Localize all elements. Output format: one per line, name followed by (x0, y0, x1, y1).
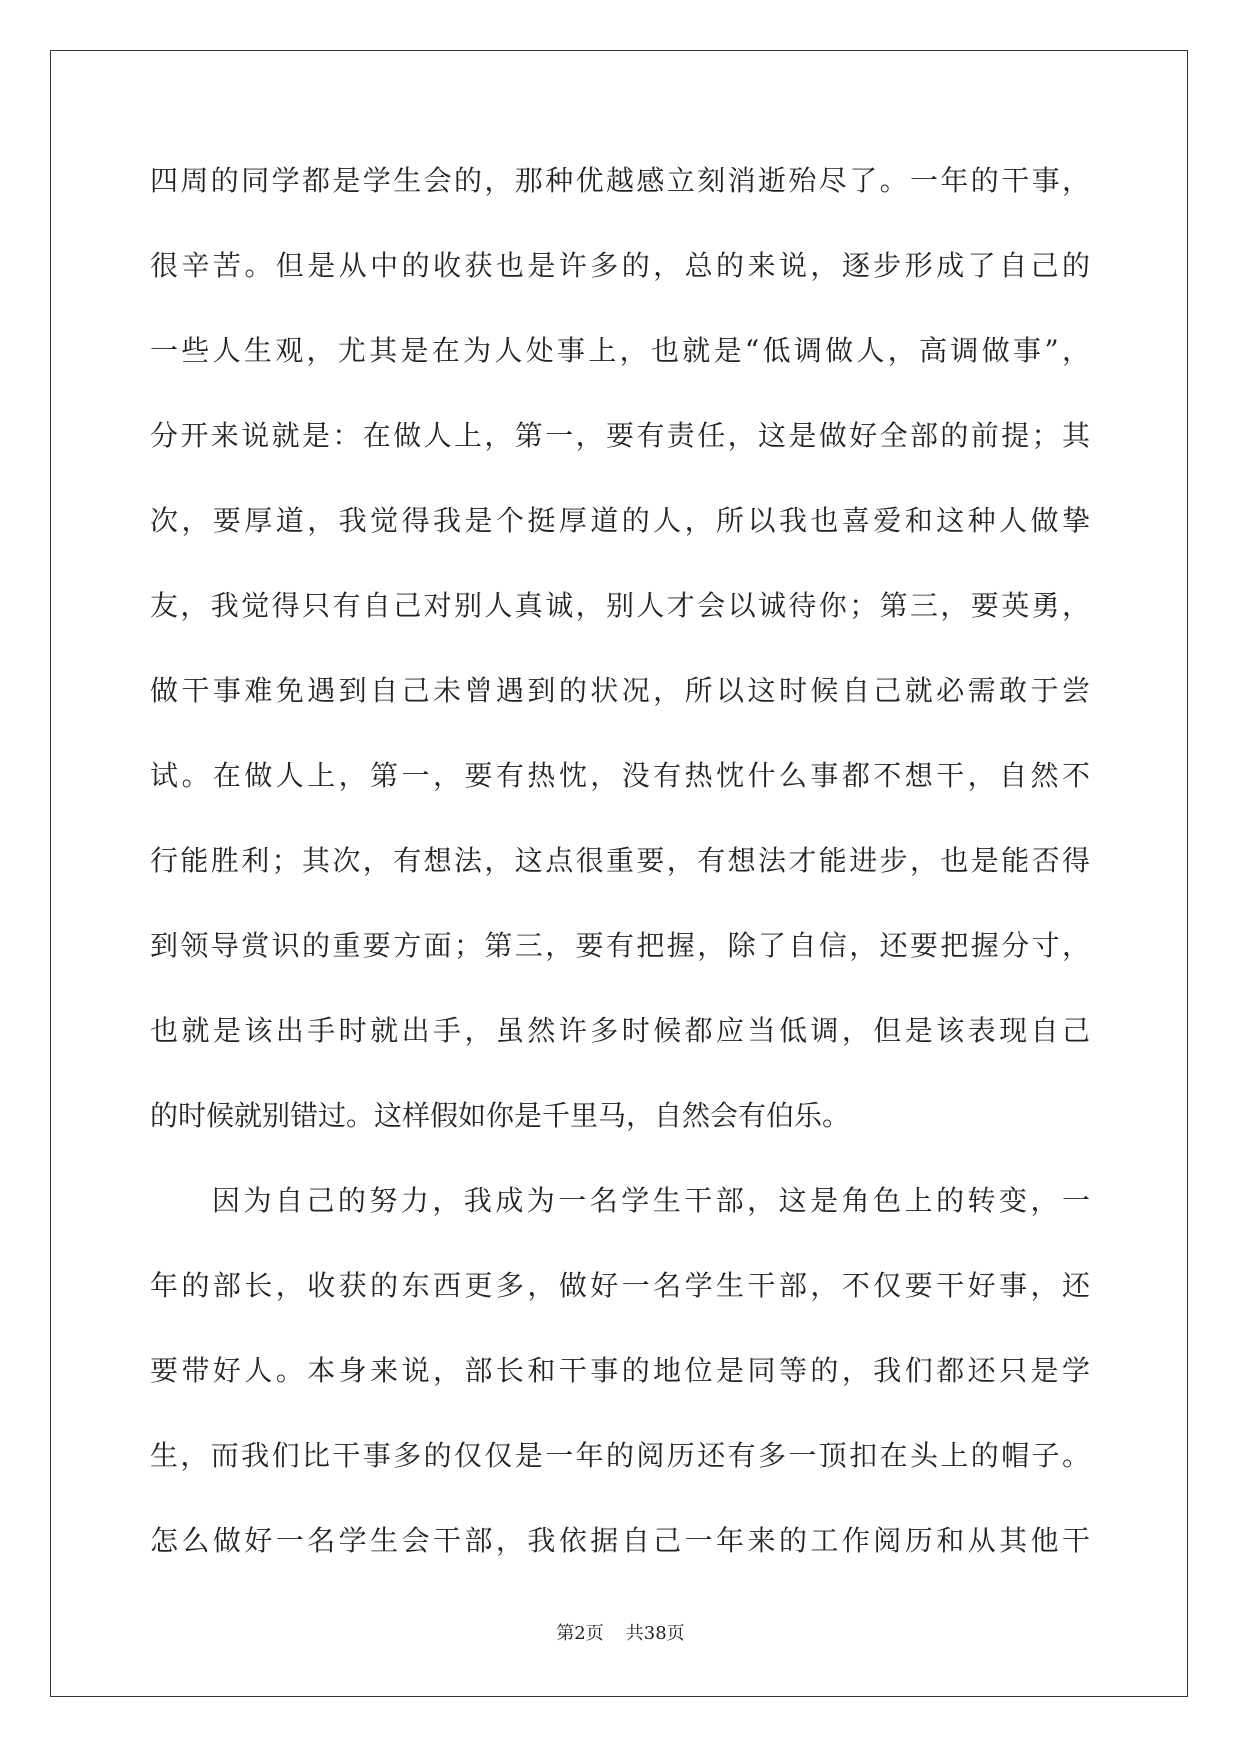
text-line: 试。在做人上，第一，要有热忱，没有热忱什么事都不想干，自然不 (150, 759, 1090, 792)
text-line: 一些人生观，尤其是在为人处事上，也就是“低调做人，高调做事”， (150, 334, 1090, 367)
text-line: 很辛苦。但是从中的收获也是许多的，总的来说，逐步形成了自己的 (150, 249, 1090, 282)
text-line: 怎么做好一名学生会干部，我依据自己一年来的工作阅历和从其他干 (150, 1524, 1090, 1557)
paragraph-start-line: 因为自己的努力，我成为一名学生干部，这是角色上的转变，一 (212, 1184, 1090, 1217)
text-line: 分开来说就是：在做人上，第一，要有责任，这是做好全部的前提；其 (150, 419, 1090, 452)
paragraph-end-line: 的时候就别错过。这样假如你是千里马，自然会有伯乐。 (150, 1099, 851, 1132)
page-footer (0, 1619, 1241, 1645)
text-line: 年的部长，收获的东西更多，做好一名学生干部，不仅要干好事，还 (150, 1269, 1090, 1302)
page-number: 第2页 (556, 1623, 604, 1644)
text-line: 行能胜利；其次，有想法，这点很重要，有想法才能进步，也是能否得 (150, 844, 1090, 877)
text-line: 次，要厚道，我觉得我是个挺厚道的人，所以我也喜爱和这种人做挚 (150, 504, 1090, 537)
text-line: 也就是该出手时就出手，虽然许多时候都应当低调，但是该表现自己 (150, 1014, 1090, 1047)
document-body (150, 158, 1090, 1603)
text-line: 要带好人。本身来说，部长和干事的地位是同等的，我们都还只是学 (150, 1354, 1090, 1387)
page-total: 共38页 (625, 1623, 685, 1644)
text-line: 四周的同学都是学生会的，那种优越感立刻消逝殆尽了。一年的干事， (150, 164, 1090, 197)
text-line: 生，而我们比干事多的仅仅是一年的阅历还有多一顶扣在头上的帽子。 (150, 1439, 1090, 1472)
text-line: 做干事难免遇到自己未曾遇到的状况，所以这时候自己就必需敢于尝 (150, 674, 1090, 707)
text-line: 到领导赏识的重要方面；第三，要有把握，除了自信，还要把握分寸， (150, 929, 1090, 962)
text-line: 友，我觉得只有自己对别人真诚，别人才会以诚待你；第三，要英勇， (150, 589, 1090, 622)
